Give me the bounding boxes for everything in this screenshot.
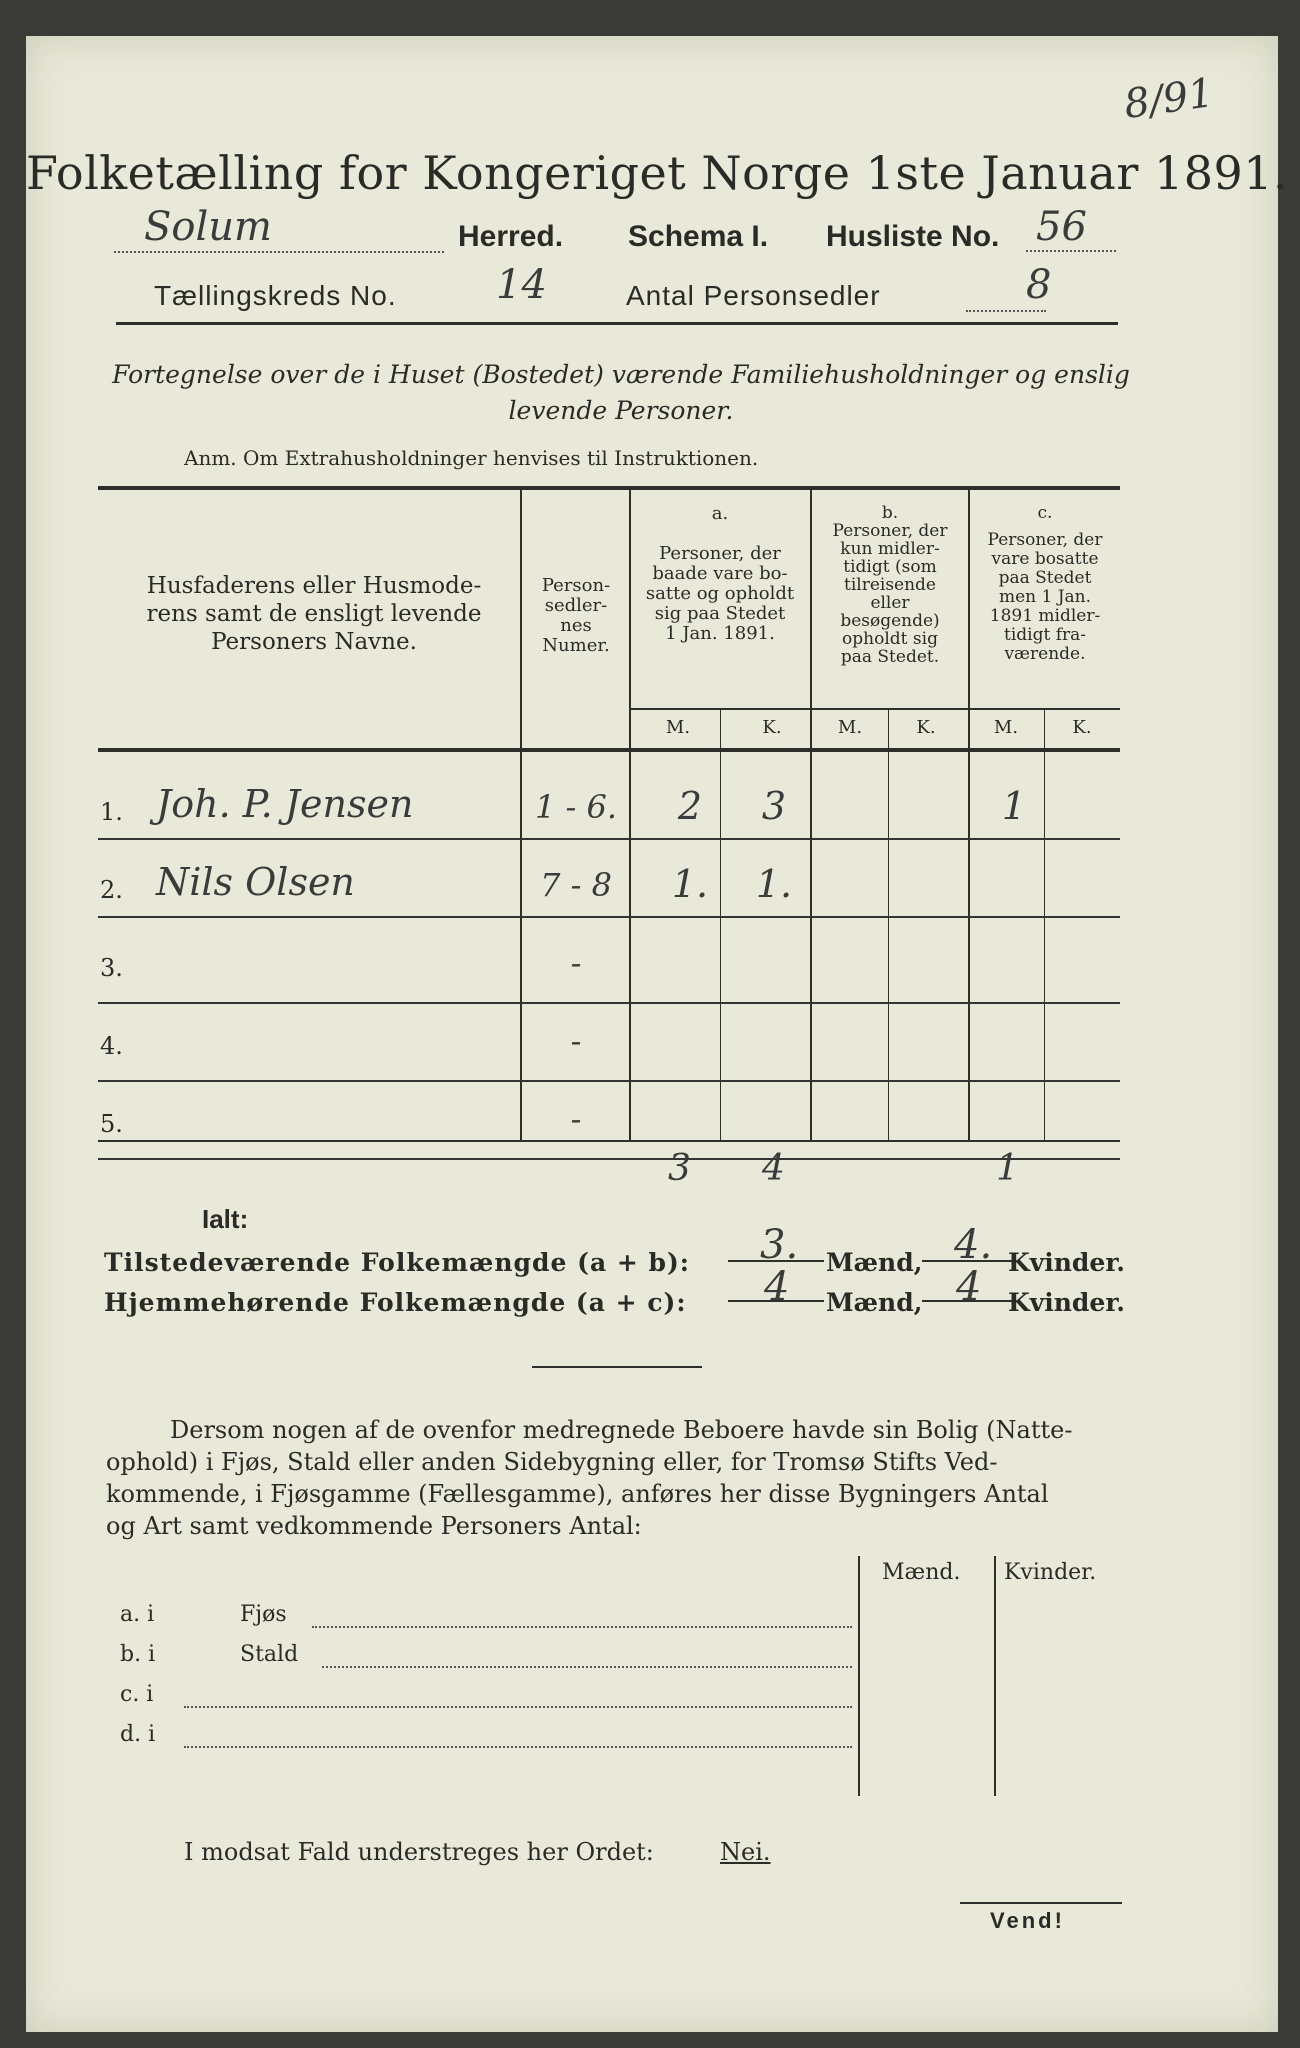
build-row-dots	[184, 1746, 852, 1748]
table-header-rule	[98, 748, 1120, 752]
hjemme-kvinder-value: 4	[956, 1264, 982, 1310]
b-k-label: K.	[916, 717, 936, 738]
row-cell-cM: 1	[1001, 784, 1027, 828]
header-rule	[116, 322, 1118, 325]
herred-dotline	[114, 251, 444, 253]
row-cell-aK: 3	[761, 784, 787, 828]
anm-note: Anm. Om Extrahusholdninger henvises til Instruktionen.	[184, 446, 759, 470]
intro-line-2: levende Personer.	[508, 396, 734, 425]
col-name-header: Husfaderens eller Husmode- rens samt de ensligt levende Personers Navne.	[146, 573, 482, 655]
col-divider-1	[520, 490, 522, 1142]
mk-rule	[630, 708, 1120, 710]
husliste-value: 56	[1036, 204, 1087, 250]
row-line	[98, 1080, 1120, 1082]
c-m-label: M.	[993, 717, 1019, 738]
total-c-m: 1	[996, 1148, 1019, 1189]
vend-rule	[960, 1902, 1122, 1904]
col-divider-2	[629, 490, 631, 1142]
personsedler-label: Antal Personsedler	[626, 280, 881, 311]
row-line	[98, 1158, 1120, 1160]
total-a-k: 4	[762, 1148, 785, 1189]
tilstede-label: Tilstedeværende Folkemængde (a + b):	[104, 1248, 691, 1277]
kreds-label: Tællingskreds No.	[154, 280, 397, 311]
personsedler-value: 8	[1026, 262, 1052, 308]
total-a-m: 3	[668, 1148, 691, 1189]
row-persnr: -	[570, 1100, 582, 1138]
build-divider-2	[994, 1556, 996, 1796]
build-divider-1	[858, 1556, 860, 1796]
row-name: Nils Olsen	[156, 860, 355, 904]
row-cell-aM: 2	[677, 784, 703, 828]
a-m-label: M.	[665, 717, 691, 738]
form-title: Folketælling for Kongeriget Norge 1ste Januar 1891.	[26, 146, 1289, 200]
c-mk-divider	[1044, 710, 1045, 1142]
row-persnr: -	[570, 1022, 582, 1060]
row-cell-aM: 1.	[671, 862, 709, 906]
row-line	[98, 1002, 1120, 1004]
modsat-text: I modsat Fald understreges her Ordet:	[184, 1838, 654, 1866]
herred-value: Solum	[144, 204, 272, 250]
tilstede-kvinder-label: Kvinder.	[1008, 1248, 1125, 1277]
modsat-word: Nei.	[720, 1838, 771, 1866]
tilstede-kvinder-value: 4.	[954, 1222, 993, 1268]
build-maend-header: Mænd.	[882, 1560, 961, 1585]
row-cell-aK: 1.	[755, 862, 793, 906]
row-number: 4.	[100, 1032, 123, 1060]
build-row-letter: c. i	[120, 1682, 154, 1707]
personsedler-dotline	[966, 310, 1046, 312]
row-line	[98, 838, 1120, 840]
husliste-dotline	[1026, 250, 1116, 252]
table-top-rule	[98, 486, 1120, 490]
corner-note: 8/91	[1121, 69, 1217, 129]
a-k-label: K.	[762, 717, 782, 738]
row-persnr: 1 - 6.	[534, 788, 618, 826]
hjemme-kvinder-label: Kvinder.	[1008, 1288, 1125, 1317]
build-row-label: Stald	[240, 1642, 299, 1667]
vend-label: Vend!	[990, 1908, 1065, 1933]
husliste-label: Husliste No.	[826, 220, 1000, 253]
row-number: 1.	[100, 798, 123, 826]
build-row-dots	[184, 1706, 852, 1708]
row-persnr: -	[570, 944, 582, 982]
row-name: Joh. P. Jensen	[156, 782, 414, 826]
row-persnr: 7 - 8	[540, 866, 612, 904]
build-row-letter: d. i	[120, 1722, 156, 1747]
row-number: 3.	[100, 954, 123, 982]
herred-label: Herred.	[458, 220, 564, 253]
build-row-label: Fjøs	[240, 1602, 287, 1627]
b-m-label: M.	[837, 717, 863, 738]
build-row-dots	[312, 1626, 852, 1628]
row-number: 2.	[100, 876, 123, 904]
kreds-value: 14	[496, 262, 547, 308]
separator-rule	[532, 1366, 702, 1368]
ialt-label: Ialt:	[202, 1204, 249, 1234]
tilstede-maend-value: 3.	[760, 1222, 799, 1268]
census-form-sheet	[26, 36, 1289, 2032]
col-b-header: b. Personer, der kun midler- tidigt (som tilreisende eller besøgende) opholdt sig paa Stedet.	[832, 503, 948, 667]
hjemme-maend-label: Mænd,	[826, 1288, 923, 1317]
col-a-header: a. Personer, der baade vare bo- satte og opholdt sig paa Stedet 1 Jan. 1891.	[645, 503, 795, 644]
build-row-dots	[322, 1666, 852, 1668]
a-mk-divider	[720, 710, 721, 1142]
col-c-header: c. Personer, der vare bosatte paa Stedet men 1 Jan. 1891 midler- tidigt fra- værende.	[987, 503, 1103, 664]
schema-label: Schema I.	[628, 220, 769, 253]
hjemme-label: Hjemmehørende Folkemængde (a + c):	[104, 1288, 687, 1317]
build-row-letter: b. i	[120, 1642, 156, 1667]
c-k-label: K.	[1072, 717, 1092, 738]
dersom-paragraph: Dersom nogen af de ovenfor medregnede Beboere havde sin Bolig (Natte- ophold) i Fjøs, Stald eller anden Sidebygning eller, for Tromsø Stifts Ved- kommende, i Fjøsgamme (Fællesgamme), anføres her disse Bygningers Antal og Art samt vedkommende Personers Antal:	[106, 1416, 1073, 1540]
table-bottom-rule	[98, 1140, 1120, 1142]
build-kvinder-header: Kvinder.	[1004, 1560, 1097, 1585]
intro-line-1: Fortegnelse over de i Huset (Bostedet) værende Familiehusholdninger og enslig	[112, 360, 1130, 389]
row-number: 5.	[100, 1110, 123, 1138]
tilstede-maend-label: Mænd,	[826, 1248, 923, 1277]
build-row-letter: a. i	[120, 1602, 155, 1627]
row-line	[98, 916, 1120, 918]
col-num-header: Person- sedler- nes Numer.	[541, 575, 611, 656]
b-mk-divider	[888, 710, 889, 1142]
hjemme-maend-value: 4	[764, 1264, 790, 1310]
